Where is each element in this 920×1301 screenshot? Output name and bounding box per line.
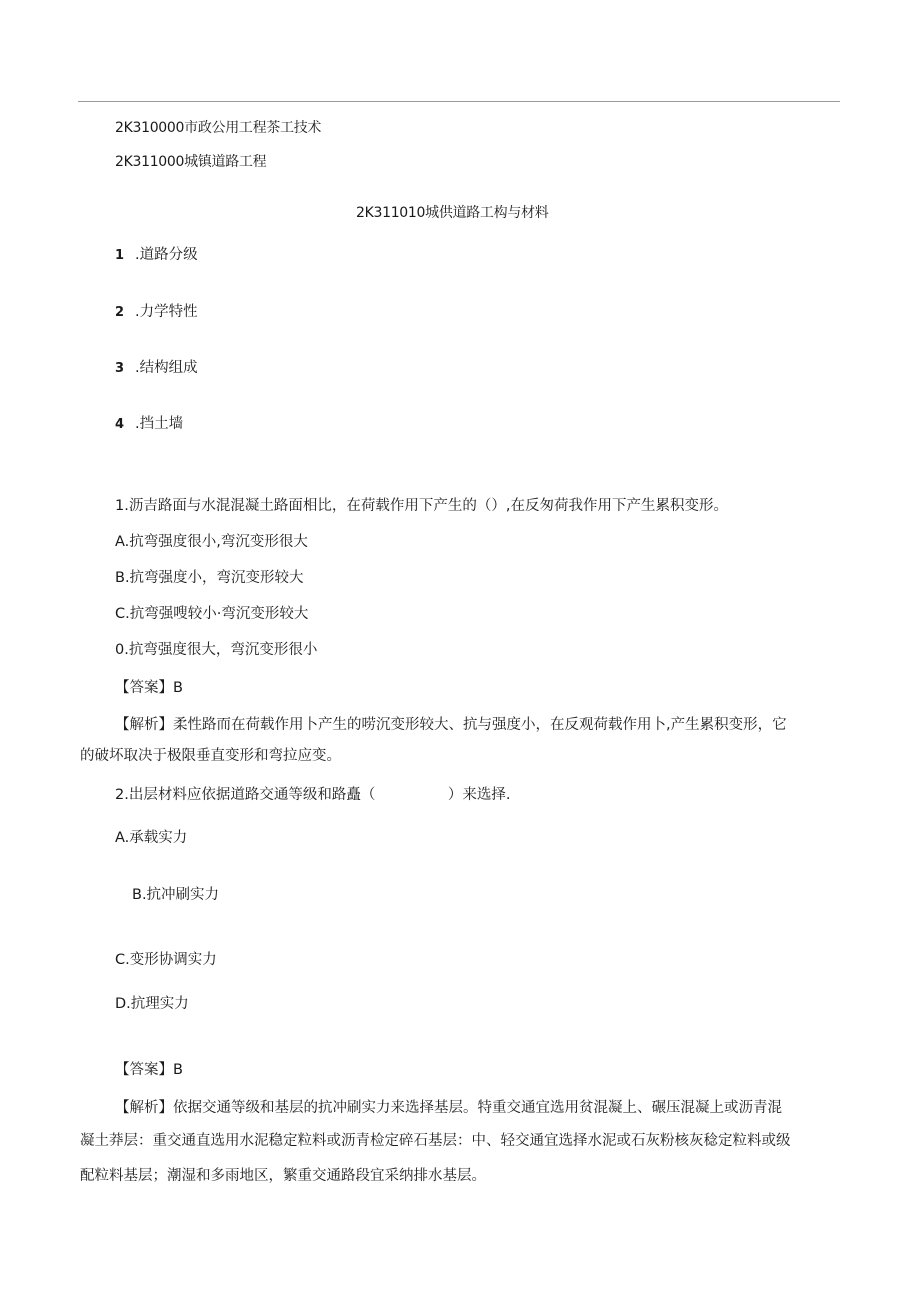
question-2-analysis-line-2: 凝土莽层：重交通直选用水泥稳定粒料或沥青检定碎石基层：中、轻交通宜选择水泥或石灰粉核灰稔定粒料或级 bbox=[80, 1133, 791, 1149]
question-2-answer: 【答案】B bbox=[115, 1062, 183, 1078]
question-2-analysis-line-3: 配粒料基层；潮湿和多雨地区，繁重交通路段宜采纳排水基层。 bbox=[80, 1168, 486, 1184]
question-2-analysis-line-1: 【解析】依据交通等级和基层的抗冲刷实力来选择基层。特重交通宜选用贫混凝上、碾压混凝上或沥青混 bbox=[115, 1100, 782, 1116]
question-2-option-b: B.抗冲刷实力 bbox=[132, 887, 220, 903]
question-1-answer: 【答案】B bbox=[115, 680, 183, 696]
outline-item-3 bbox=[115, 358, 198, 379]
outline-item-4 bbox=[115, 414, 183, 435]
question-2-option-a: A.承载实力 bbox=[115, 830, 188, 846]
question-1-analysis-line-2: 的破坏取决于极限垂直变形和弯拉应变。 bbox=[80, 748, 341, 764]
question-1-option-c: C.抗弯强嗖较小·弯沉变形较大 bbox=[115, 606, 309, 622]
question-1-analysis-line-1: 【解析】柔性路而在荷载作用卜产生的唠沉变形较大、抗与强度小，在反观荷载作用卜,产生累积变形，它 bbox=[115, 717, 787, 733]
outline-label: .挡土墙 bbox=[135, 416, 184, 432]
header-rule bbox=[78, 101, 840, 102]
outline-number: 3 bbox=[115, 361, 125, 376]
outline-label: .结构组成 bbox=[135, 360, 198, 376]
outline-number: 4 bbox=[115, 417, 125, 432]
question-1-stem: 1.沥吉路面与水混混凝土路面相比，在荷载作用下产生的（）,在反匆荷我作用下产生累积变形。 bbox=[115, 498, 728, 514]
question-1-option-a: A.抗弯强度很小,弯沉变形很大 bbox=[115, 534, 308, 550]
outline-label: .力学特性 bbox=[135, 304, 198, 320]
outline-item-2 bbox=[115, 302, 198, 323]
outline-number: 2 bbox=[115, 305, 125, 320]
heading-section-2k311010: 2K311010城供道路工构与材料 bbox=[356, 205, 549, 221]
outline-label: .道路分级 bbox=[135, 247, 198, 263]
heading-section-2k310000: 2K310000市政公用工程茶工技术 bbox=[115, 120, 322, 136]
heading-section-2k311000: 2K311000城镇道路工程 bbox=[115, 154, 267, 170]
question-2-stem: 2.岀层材料应依据道路交通等级和路矗（ ）来选择. bbox=[115, 787, 511, 803]
outline-item-1 bbox=[115, 245, 198, 266]
question-2-option-c: C.变形协调实力 bbox=[115, 952, 217, 968]
outline-number: 1 bbox=[115, 248, 125, 263]
question-1-option-b: B.抗弯强度小，弯沉变形较大 bbox=[115, 570, 304, 586]
question-1-option-d: 0.抗弯强度很大，弯沉变形很小 bbox=[115, 642, 318, 658]
question-2-option-d: D.抗理实力 bbox=[115, 996, 189, 1012]
